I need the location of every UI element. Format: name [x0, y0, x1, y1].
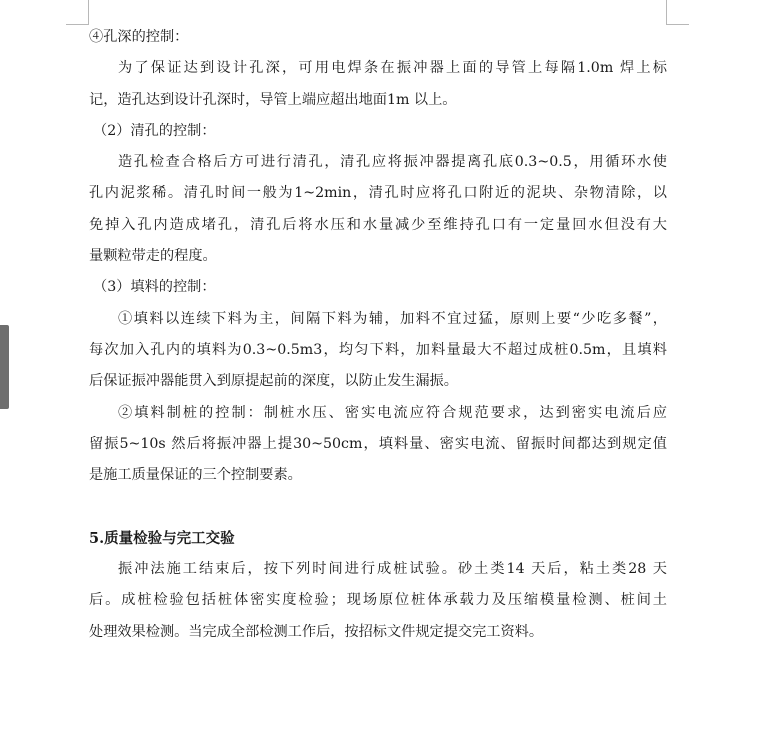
blank-line	[89, 491, 667, 522]
side-scroll-handle[interactable]	[0, 325, 9, 409]
para-quality-line-1: 振冲法施工结束后，按下列时间进行成桩试验。砂土类14 天后，粘土类28 天	[118, 561, 667, 578]
page-corner-mark-right	[666, 0, 689, 25]
para-filling-1-line-1: ①填料以连续下料为主，间隔下料为辅，加料不宜过猛，原则上要“少吃多餐”，	[118, 310, 667, 327]
para-filling-1-line-2: 每次加入孔内的填料为0.3~0.5m3，均匀下料，加料量最大不超过成桩0.5m，且填料	[89, 341, 667, 358]
para-hole-cleaning-line-2: 孔内泥浆稀。清孔时间一般为1~2min，清孔时应将孔口附近的泥块、杂物清除，以	[89, 185, 667, 202]
para-quality-line-2: 后。成桩检验包括桩体密实度检验；现场原位桩体承载力及压缩模量检测、桩间土	[89, 592, 667, 609]
para-filling-1-line-3: 后保证振冲器能贯入到原提起前的深度，以防止发生漏振。	[89, 373, 458, 390]
para-hole-depth-title: ④孔深的控制：	[89, 29, 189, 45]
para-hole-depth-line-1: 为了保证达到设计孔深，可用电焊条在振冲器上面的导管上每隔1.0m 焊上标	[118, 60, 667, 77]
section-filling-title: （3）填料的控制：	[93, 279, 216, 296]
para-filling-2-line-3: 是施工质量保证的三个控制要素。	[89, 467, 302, 484]
section-hole-cleaning-title: （2）清孔的控制：	[93, 122, 216, 139]
document-body[interactable]	[89, 22, 667, 648]
para-hole-cleaning-line-3: 免掉入孔内造成堵孔，清孔后将水压和水量减少至维持孔口有一定量回水但没有大	[89, 216, 667, 233]
para-hole-cleaning-line-4: 量颗粒带走的程度。	[89, 248, 217, 265]
para-quality-line-3: 处理效果检测。当完成全部检测工作后，按招标文件规定提交完工资料。	[89, 623, 544, 640]
para-hole-depth-line-2: 记，造孔达到设计孔深时，导管上端应超出地面1m 以上。	[89, 91, 457, 108]
para-filling-2-line-2: 留振5~10s 然后将振冲器上提30~50cm，填料量、密实电流、留振时间都达到规定值	[89, 435, 667, 452]
section-quality-inspection-heading: 5.质量检验与完工交验	[89, 529, 235, 547]
para-filling-2-line-1: ②填料制桩的控制：制桩水压、密实电流应符合规范要求，达到密实电流后应	[118, 404, 667, 421]
page-corner-mark-left	[66, 0, 89, 25]
para-hole-cleaning-line-1: 造孔检查合格后方可进行清孔，清孔应将振冲器提离孔底0.3~0.5，用循环水使	[118, 154, 667, 171]
